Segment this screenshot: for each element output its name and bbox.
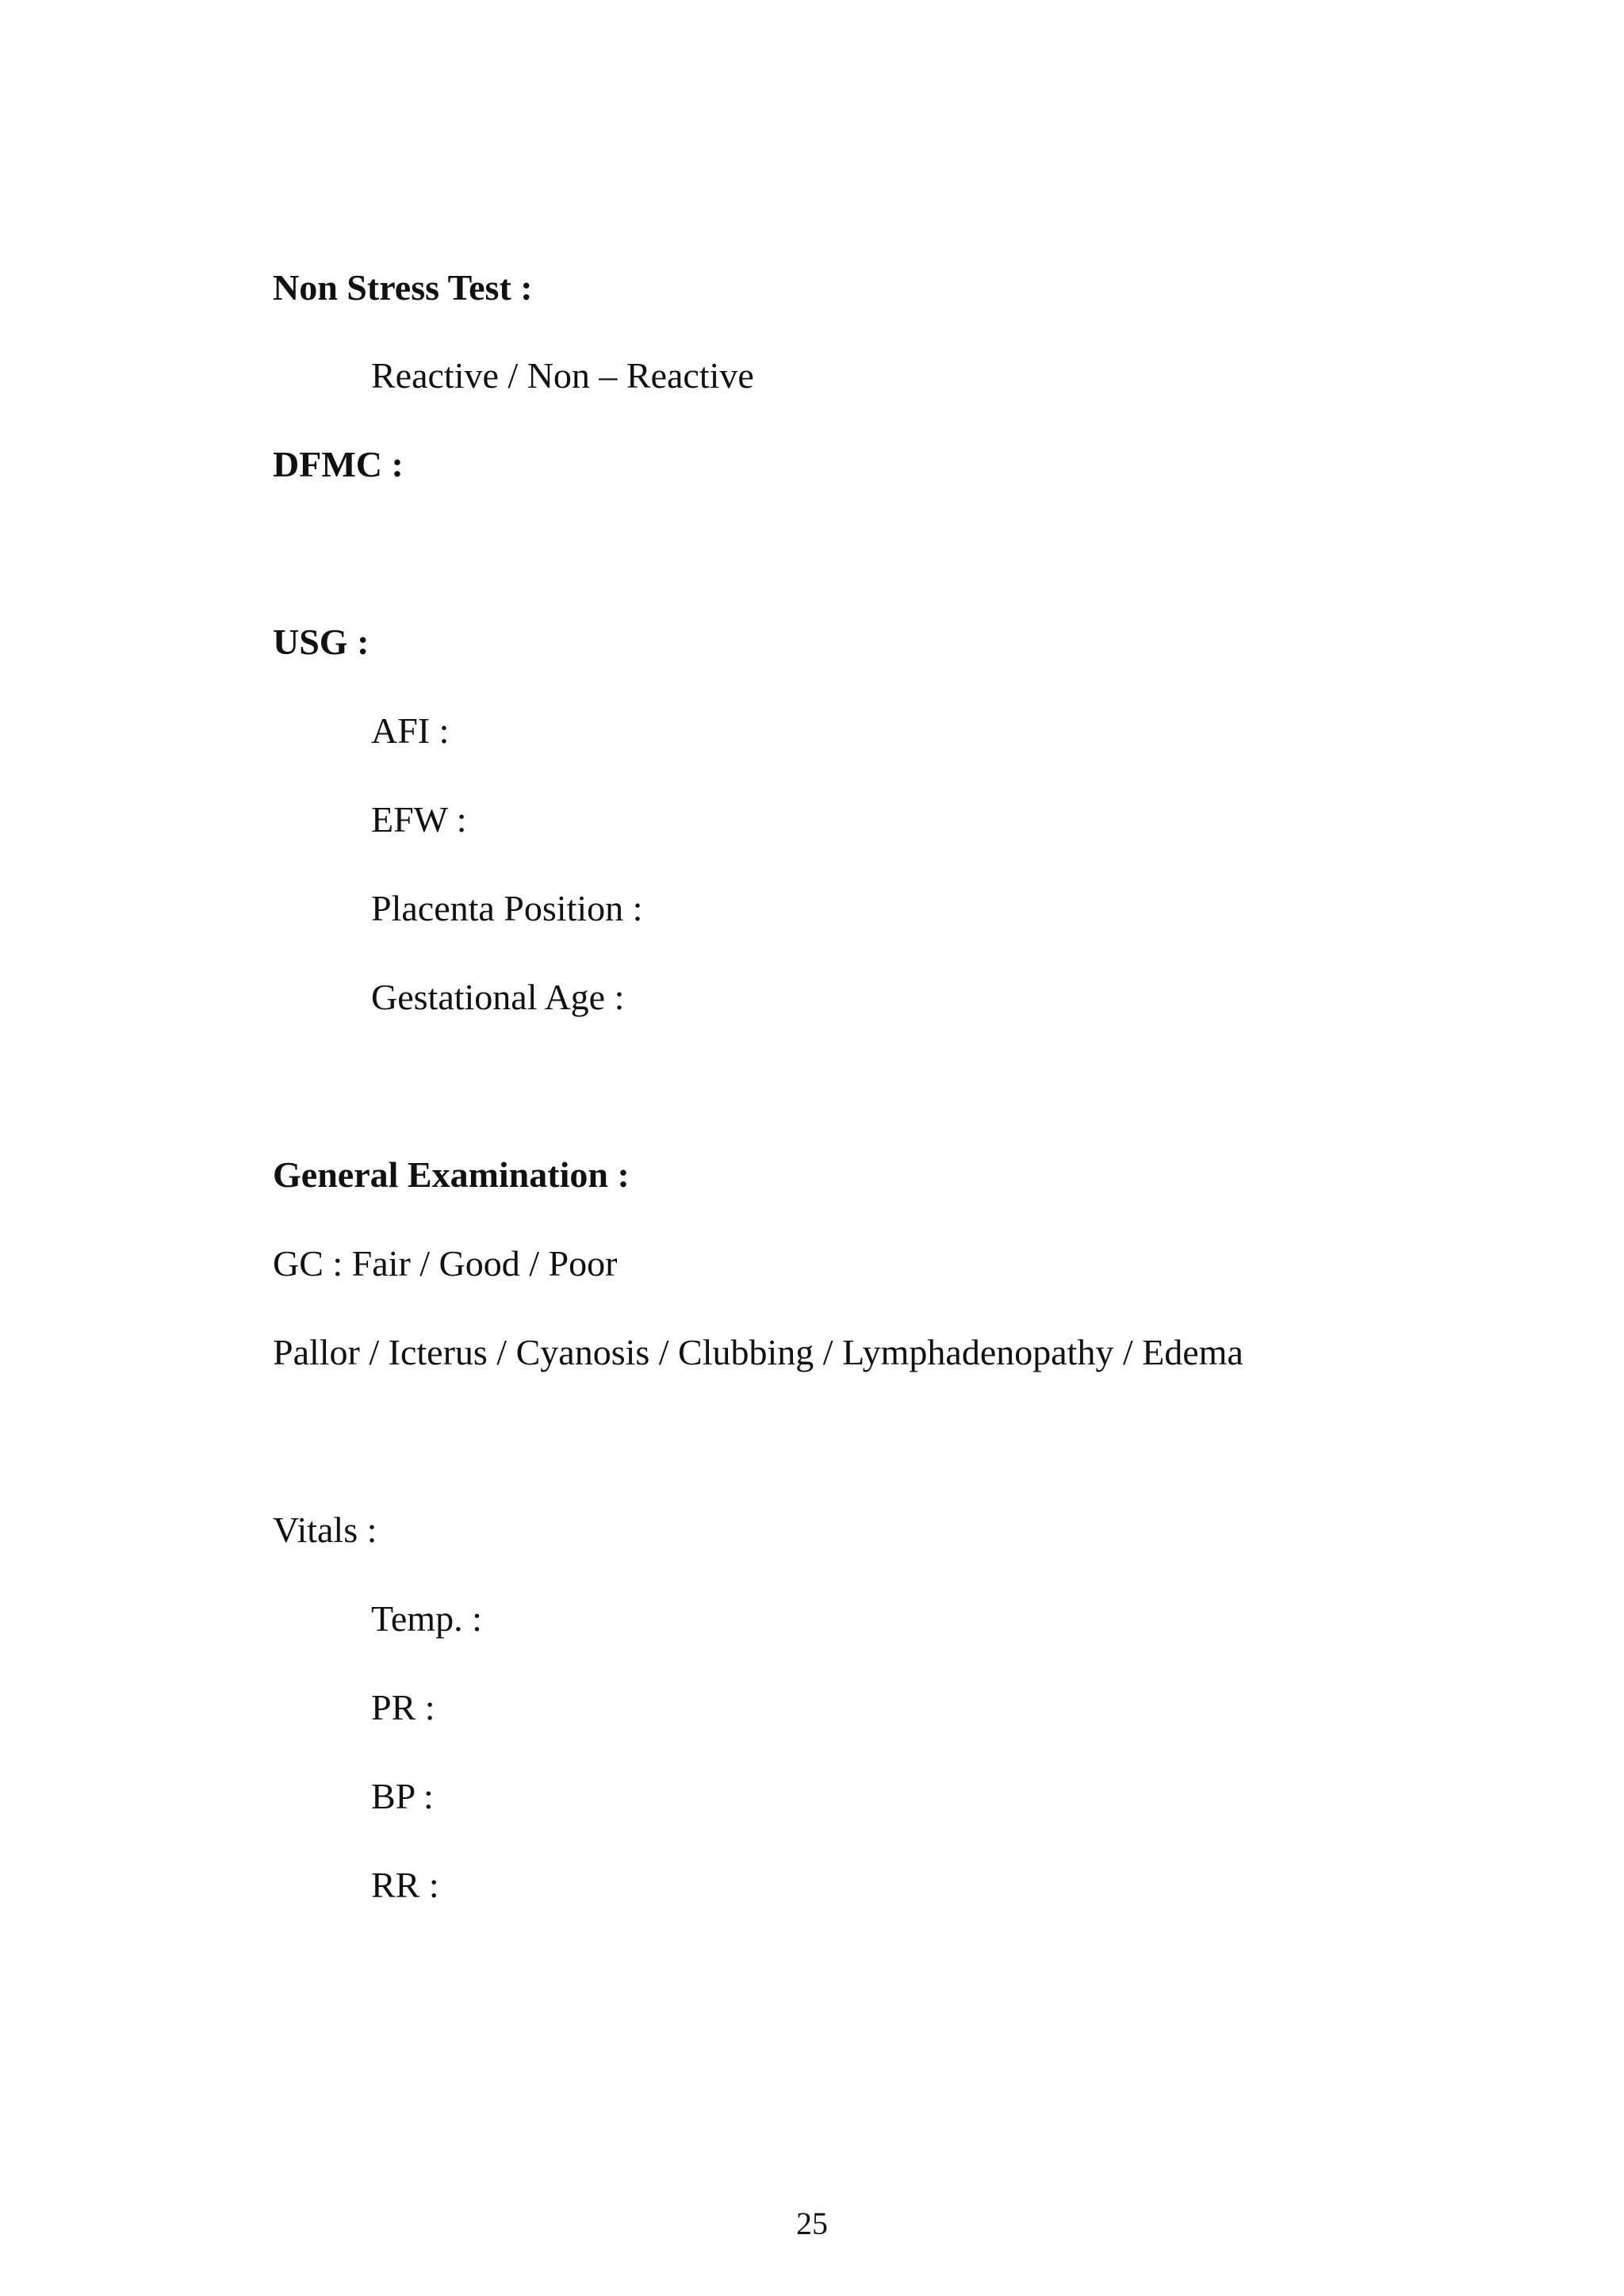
usg-afi: AFI : bbox=[371, 710, 450, 751]
general-condition: GC : Fair / Good / Poor bbox=[273, 1243, 618, 1284]
nst-heading: Non Stress Test : bbox=[273, 267, 533, 308]
vitals-heading: Vitals : bbox=[273, 1510, 377, 1550]
usg-efw: EFW : bbox=[371, 799, 467, 840]
general-signs: Pallor / Icterus / Cyanosis / Clubbing / Lymphadenopathy / Edema bbox=[273, 1332, 1243, 1372]
vitals-bp: BP : bbox=[371, 1776, 434, 1816]
dfmc-heading: DFMC : bbox=[273, 444, 404, 484]
general-exam-heading: General Examination : bbox=[273, 1154, 630, 1195]
vitals-pr: PR : bbox=[371, 1687, 435, 1728]
vitals-rr: RR : bbox=[371, 1865, 439, 1905]
page-number: 25 bbox=[796, 2206, 828, 2241]
usg-gestational-age: Gestational Age : bbox=[371, 977, 625, 1017]
nst-options: Reactive / Non – Reactive bbox=[371, 355, 754, 396]
vitals-temp: Temp. : bbox=[371, 1598, 482, 1639]
usg-heading: USG : bbox=[273, 622, 370, 662]
usg-placenta-position: Placenta Position : bbox=[371, 888, 643, 928]
